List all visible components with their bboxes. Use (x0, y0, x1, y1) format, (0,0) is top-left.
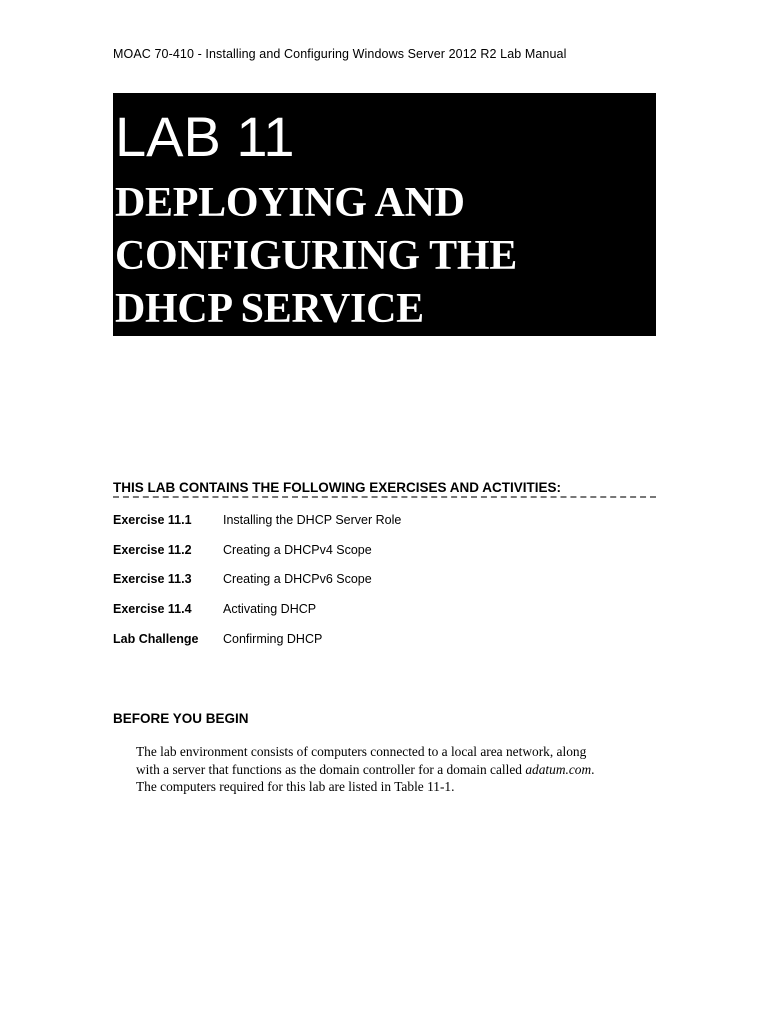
intro-text-segment: with a server that functions as the domain controller for a domain called (136, 761, 526, 777)
exercise-list (113, 513, 656, 661)
exercise-row (113, 602, 656, 632)
lab-title-line: CONFIGURING THE (115, 233, 517, 279)
intro-line: The computers required for this lab are listed in Table 11-1. (136, 779, 455, 794)
intro-line: The lab environment consists of computers connected to a local area network, along (136, 744, 587, 759)
dashed-divider (113, 496, 656, 498)
running-header: MOAC 70-410 - Installing and Configuring Windows Server 2012 R2 Lab Manual (113, 47, 567, 61)
intro-line (136, 761, 636, 779)
exercise-name: Confirming DHCP (223, 631, 323, 646)
intro-paragraph (136, 743, 636, 796)
lab-title-line: DEPLOYING AND (115, 180, 465, 226)
lab-title-block (113, 93, 656, 336)
lab-title-line: DHCP SERVICE (115, 286, 424, 332)
exercise-row (113, 543, 656, 573)
intro-text-segment: . (591, 761, 595, 777)
exercise-row (113, 632, 656, 662)
lab-title (115, 177, 517, 336)
domain-name: adatum.com (525, 761, 592, 777)
exercise-name: Installing the DHCP Server Role (223, 513, 402, 527)
exercise-name: Creating a DHCPv4 Scope (223, 542, 372, 557)
exercise-name: Activating DHCP (223, 602, 317, 617)
exercise-name: Creating a DHCPv6 Scope (223, 572, 372, 587)
exercise-row (113, 513, 656, 543)
before-you-begin-heading: BEFORE YOU BEGIN (113, 711, 249, 726)
contents-heading: THIS LAB CONTAINS THE FOLLOWING EXERCISES AND ACTIVITIES: (113, 480, 562, 495)
exercise-id: Exercise 11.2 (113, 542, 192, 557)
exercise-id: Exercise 11.3 (113, 572, 192, 587)
lab-number: LAB 11 (115, 105, 295, 168)
exercise-id: Exercise 11.4 (113, 602, 192, 617)
exercise-id: Lab Challenge (113, 631, 199, 646)
exercise-id: Exercise 11.1 (113, 513, 192, 527)
exercise-row (113, 572, 656, 602)
